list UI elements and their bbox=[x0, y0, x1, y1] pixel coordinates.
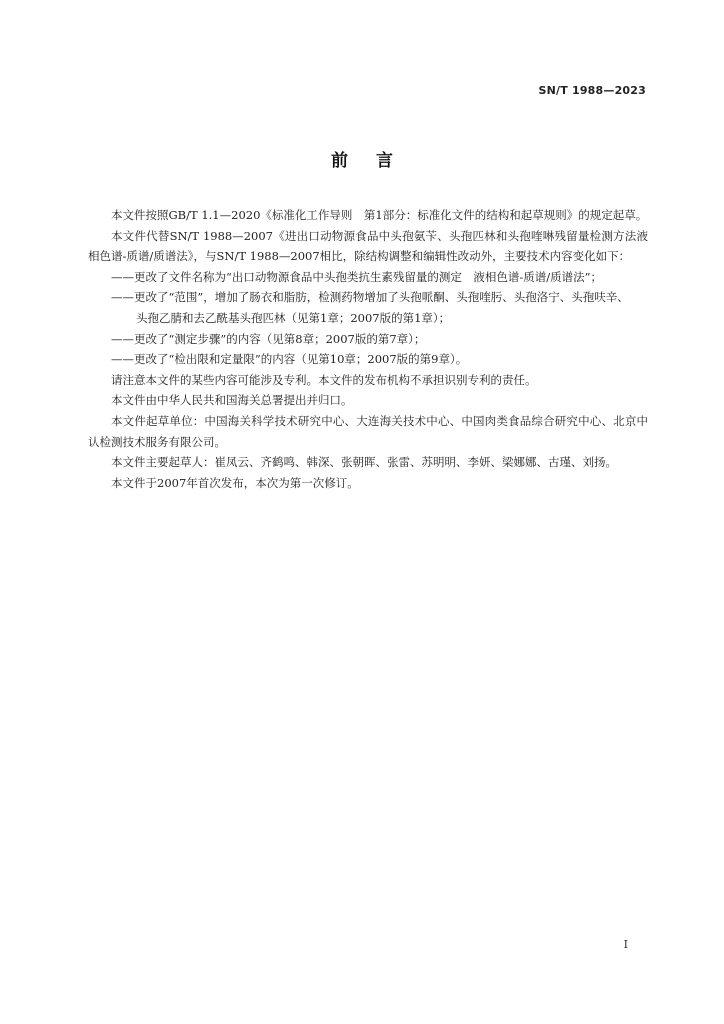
change-item-scope-line1: ——更改了“范围”，增加了肠衣和脂肪，检测药物增加了头孢哌酮、头孢喹肟、头孢洛宁、头孢呋辛、 bbox=[111, 290, 629, 305]
paragraph-proposer: 本文件由中华人民共和国海关总署提出并归口。 bbox=[111, 393, 353, 408]
paragraph-drafting-rules: 本文件按照GB/T 1.1—2020《标准化工作导则 第1部分：标准化文件的结构和起草规则》的规定起草。 bbox=[111, 208, 648, 222]
page-title: 前言 bbox=[331, 151, 421, 171]
paragraph-replacement: 本文件代替SN/T 1988—2007《进出口动物源食品中头孢氨苄、头孢匹林和头孢喹啉残留量检测方法液相色谱-质谱/质谱法》，与SN/T 1988—2007相比，除结构调整和编辑性改动外，主要技术内容变化如下： bbox=[88, 228, 648, 264]
change-item-scope-line2: 头孢乙腈和去乙酰基头孢匹林（见第1章；2007版的第1章）； bbox=[136, 310, 451, 325]
change-item-limits: ——更改了“检出限和定量限”的内容（见第10章；2007版的第9章）。 bbox=[111, 352, 468, 367]
change-item-scope bbox=[88, 287, 648, 328]
standard-number: SN/T 1988—2023 bbox=[538, 84, 646, 97]
paragraph-patent-notice: 请注意本文件的某些内容可能涉及专利。本文件的发布机构不承担识别专利的责任。 bbox=[111, 372, 537, 387]
paragraph-drafting-units: 本文件起草单位：中国海关科学技术研究中心、大连海关技术中心、中国肉类食品综合研究中心、北京中认检测技术服务有限公司。 bbox=[88, 413, 648, 449]
paragraph-publication-history: 本文件于2007年首次发布，本次为第一次修订。 bbox=[111, 475, 359, 490]
foreword-body bbox=[88, 205, 648, 493]
paragraph-drafters: 本文件主要起草人：崔凤云、齐鹤鸣、韩深、张朝晖、张雷、苏明明、李妍、梁娜娜、古瑾、刘扬。 bbox=[111, 455, 617, 470]
change-item-procedure: ——更改了“测定步骤”的内容（见第8章；2007版的第7章）； bbox=[111, 331, 426, 346]
page-number: I bbox=[623, 938, 628, 951]
change-item-title: ——更改了文件名称为“出口动物源食品中头孢类抗生素残留量的测定 液相色谱-质谱/质谱法”； bbox=[111, 269, 603, 284]
